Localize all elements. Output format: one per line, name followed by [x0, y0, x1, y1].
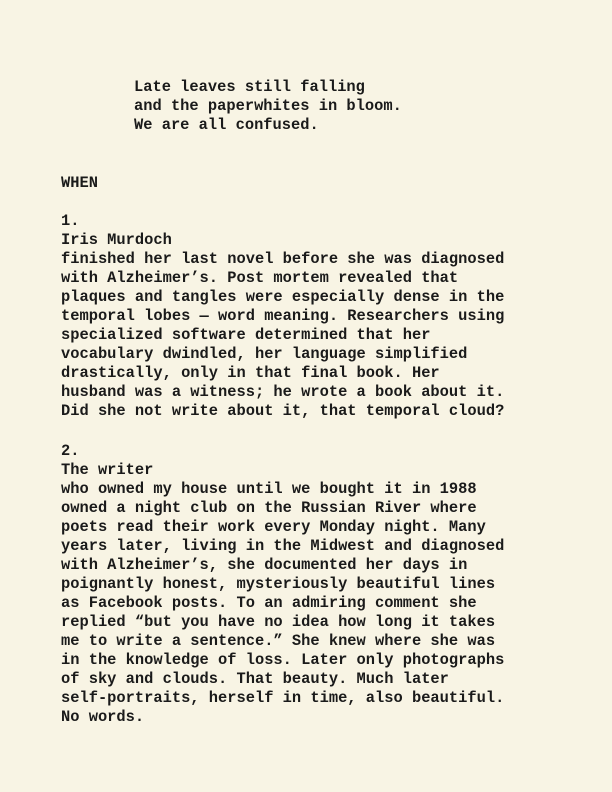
section-1-line: Did she not write about it, that temporal cloud?	[61, 402, 505, 420]
section-2-line: as Facebook posts. To an admiring comment she	[61, 594, 477, 612]
section-2-line: in the knowledge of loss. Later only photographs	[61, 651, 505, 669]
section-2-number: 2.	[61, 442, 80, 460]
section-1-line: with Alzheimer’s. Post mortem revealed that	[61, 269, 459, 287]
section-title: WHEN	[61, 174, 98, 192]
section-2-line: years later, living in the Midwest and diagnosed	[61, 537, 505, 555]
section-2-line: self-portraits, herself in time, also beautiful.	[61, 689, 505, 707]
section-2-subject: The writer	[61, 461, 154, 479]
section-1-subject: Iris Murdoch	[61, 231, 172, 249]
section-2-line: poignantly honest, mysteriously beautiful lines	[61, 575, 496, 593]
section-2-line: of sky and clouds. That beauty. Much later	[61, 670, 449, 688]
section-2-line: with Alzheimer’s, she documented her days in	[61, 556, 468, 574]
section-1-line: vocabulary dwindled, her language simplified	[61, 345, 468, 363]
section-1-line: plaques and tangles were especially dense in the	[61, 288, 505, 306]
section-1-line: finished her last novel before she was diagnosed	[61, 250, 505, 268]
poem-line-1: Late leaves still falling	[134, 78, 365, 96]
section-1-line: husband was a witness; he wrote a book about it.	[61, 383, 505, 401]
section-1-number: 1.	[61, 212, 80, 230]
section-2-line: replied “but you have no idea how long it takes	[61, 613, 496, 631]
section-1-line: drastically, only in that final book. Her	[61, 364, 440, 382]
section-1-line: specialized software determined that her	[61, 326, 431, 344]
poem-line-2: and the paperwhites in bloom.	[134, 97, 402, 115]
section-2-line: No words.	[61, 708, 145, 726]
section-2-line: me to write a sentence.” She knew where she was	[61, 632, 496, 650]
section-1-line: temporal lobes — word meaning. Researchers using	[61, 307, 505, 325]
section-2-line: poets read their work every Monday night. Many	[61, 518, 486, 536]
poem-line-3: We are all confused.	[134, 116, 319, 134]
section-2-line: owned a night club on the Russian River where	[61, 499, 477, 517]
section-2-line: who owned my house until we bought it in 1988	[61, 480, 477, 498]
